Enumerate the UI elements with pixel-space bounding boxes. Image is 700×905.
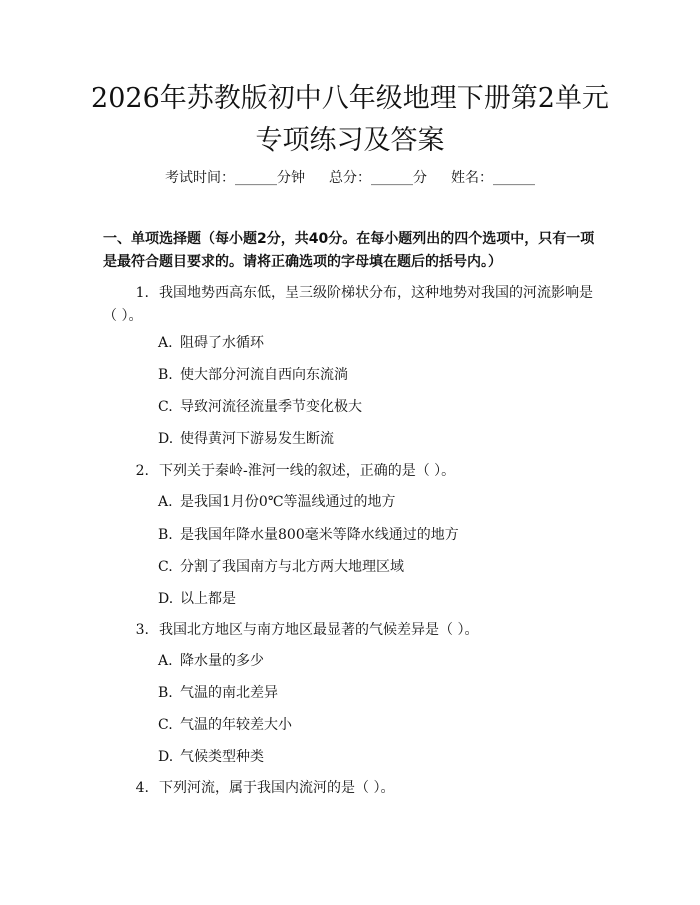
question-number: 4. [135, 780, 149, 796]
question-3-option-c [158, 715, 292, 735]
option-letter: D. [158, 431, 174, 447]
question-text: 我国北方地区与南方地区最显著的气候差异是（ ）。 [159, 622, 479, 638]
option-text: 气温的年较差大小 [180, 717, 292, 733]
option-text: 使得黄河下游易发生断流 [180, 431, 334, 447]
option-letter: C. [158, 399, 173, 415]
question-2-option-d [158, 589, 236, 609]
option-text: 分割了我国南方与北方两大地理区域 [180, 559, 404, 575]
question-1-option-b [158, 365, 348, 385]
option-text: 导致河流径流量季节变化极大 [180, 399, 362, 415]
title-line-2: 专项练习及答案 [255, 125, 445, 156]
option-letter: B. [158, 527, 173, 543]
exam-meta-line [0, 168, 700, 188]
option-text: 气温的南北差异 [180, 685, 278, 701]
title-line-1: 2026年苏教版初中八年级地理下册第2单元 [91, 83, 609, 114]
question-1 [103, 282, 603, 328]
option-letter: B. [158, 685, 173, 701]
question-3-option-a [158, 651, 264, 671]
question-1-option-c [158, 397, 362, 417]
question-2 [103, 460, 603, 483]
question-number: 1. [135, 285, 149, 301]
question-2-option-a [158, 492, 395, 512]
question-text: 下列关于秦岭-淮河一线的叙述，正确的是（ ）。 [159, 463, 456, 479]
option-letter: C. [158, 559, 173, 575]
option-text: 降水量的多少 [180, 653, 264, 669]
question-3-option-b [158, 683, 278, 703]
question-3-option-d [158, 747, 264, 767]
option-letter: B. [158, 367, 173, 383]
question-3 [103, 619, 603, 642]
option-text: 气候类型种类 [180, 749, 264, 765]
option-letter: A. [158, 335, 173, 351]
option-text: 是我国年降水量800毫米等降水线通过的地方 [180, 527, 459, 543]
name-field: 姓名：______ [451, 170, 535, 186]
option-letter: D. [158, 749, 174, 765]
option-text: 使大部分河流自西向东流淌 [180, 367, 348, 383]
option-text: 以上都是 [180, 591, 236, 607]
option-letter: C. [158, 717, 173, 733]
question-4 [103, 777, 603, 800]
question-1-option-a [158, 333, 264, 353]
question-text: 下列河流，属于我国内流河的是（ ）。 [159, 780, 395, 796]
exam-time-field: 考试时间：______分钟 [165, 170, 305, 186]
document-title [0, 78, 700, 162]
option-letter: D. [158, 591, 174, 607]
option-text: 是我国1月份0℃等温线通过的地方 [180, 494, 396, 510]
question-2-option-c [158, 557, 404, 577]
question-2-option-b [158, 525, 459, 545]
question-number: 3. [135, 622, 149, 638]
question-text: 我国地势西高东低，呈三级阶梯状分布，这种地势对我国的河流影响是（ ）。 [103, 285, 593, 324]
total-score-field: 总分：______分 [329, 170, 427, 186]
option-letter: A. [158, 494, 173, 510]
question-number: 2. [135, 463, 149, 479]
option-letter: A. [158, 653, 173, 669]
question-1-option-d [158, 429, 334, 449]
section-heading-single-choice: 一、单项选择题（每小题2分，共40分。在每小题列出的四个选项中，只有一项是最符合题目要求的。请将正确选项的字母填在题后的括号内。） [103, 231, 595, 270]
option-text: 阻碍了水循环 [180, 335, 264, 351]
